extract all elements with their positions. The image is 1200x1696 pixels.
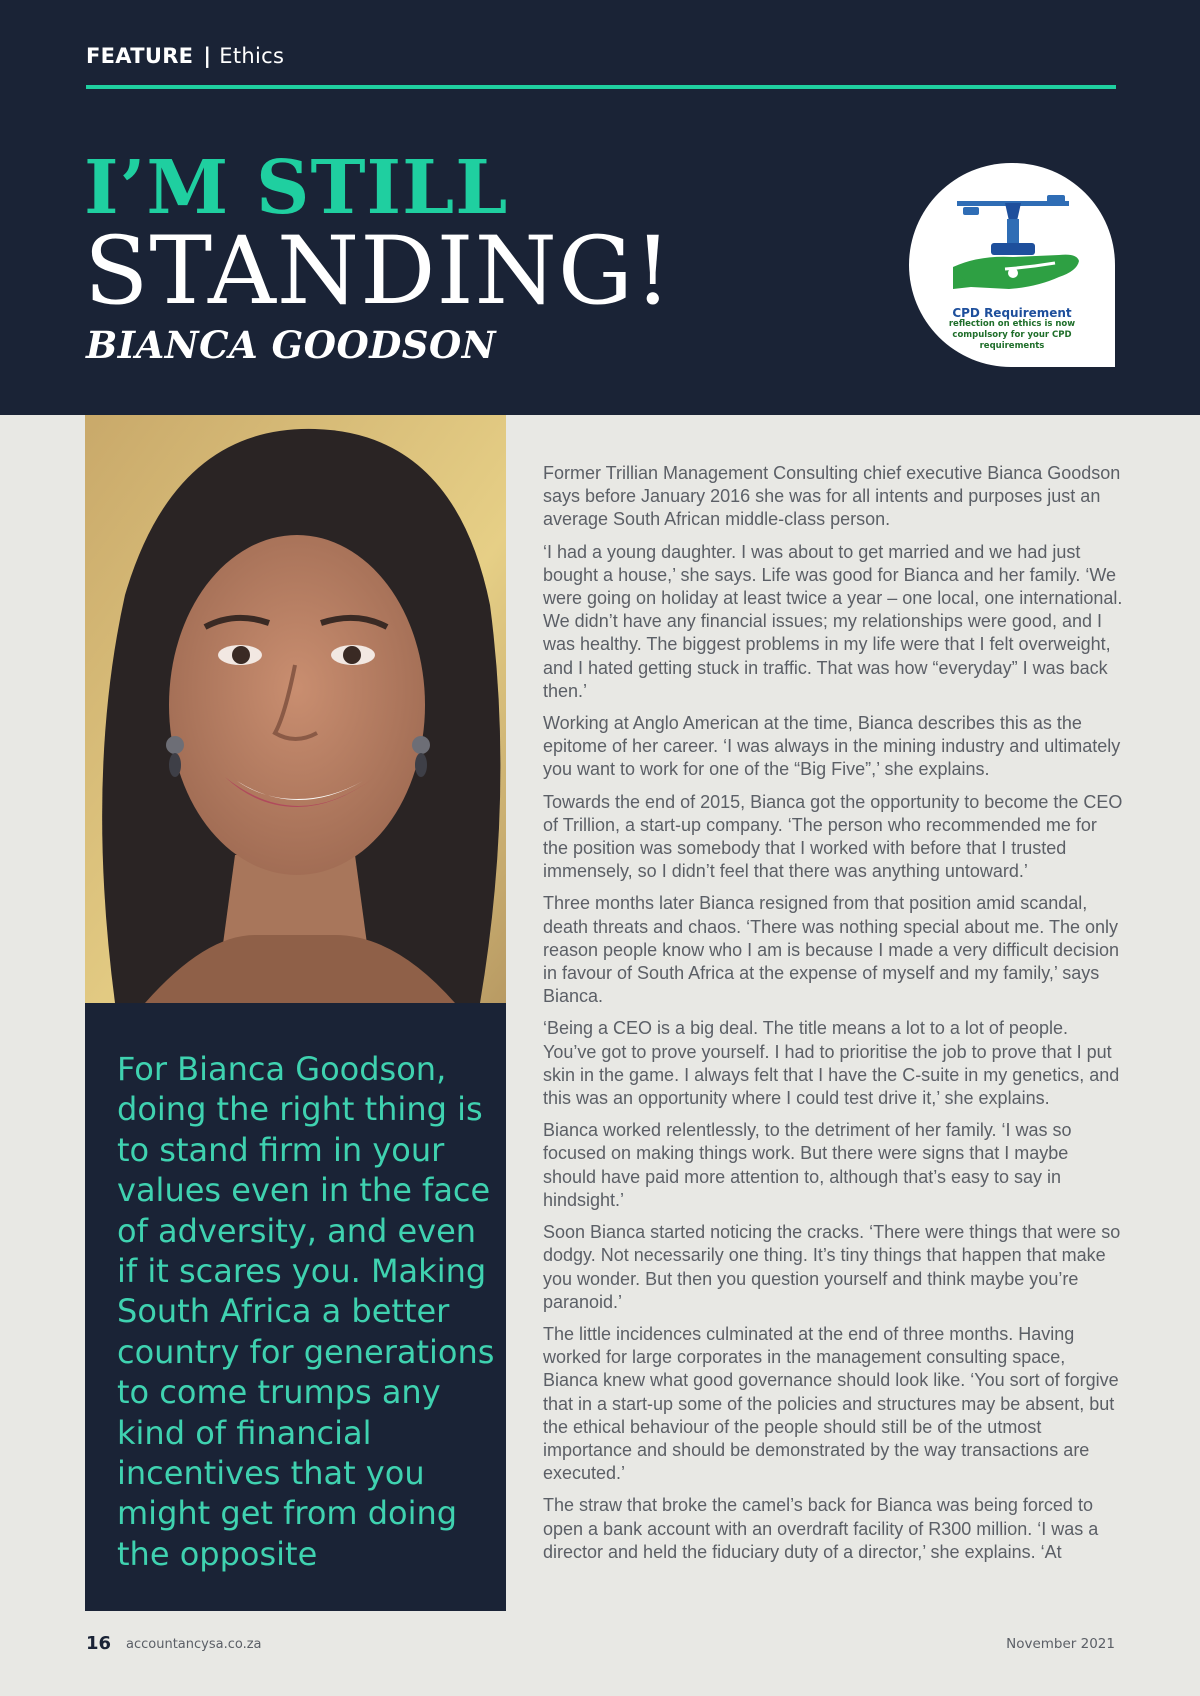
footer-website: accountancysa.co.za — [126, 1637, 262, 1652]
article-paragraph: Working at Anglo American at the time, Bianca describes this as the epitome of her career. ‘I was always in the mining industry and ultimately you want to work for one of the “Big Five”,’ she explains. — [543, 713, 1121, 780]
headline-line-1: I’M STILL — [84, 145, 509, 231]
pull-quote: For Bianca Goodson, doing the right thing is to stand firm in your values even in the face of adversity, and even if it scares you. Making South Africa a better country for generations to come trumps any kind of financial incentives that you might get from doing the opposite — [117, 1050, 495, 1573]
cpd-badge — [909, 163, 1115, 367]
badge-title: CPD Requirement — [952, 306, 1072, 320]
article-paragraph: The little incidences culminated at the end of three months. Having worked for large corporates in the management consulting space, Bianca knew what good governance should look like. ‘You sort of forgive that in a start-up some of the policies and structures may be absent, but the ethical behaviour of the people should still be of the utmost importance and should be demonstrated by the way transactions are executed.’ — [543, 1323, 1119, 1484]
article-body — [543, 462, 1123, 1573]
topic-label: Ethics — [219, 44, 285, 68]
badge-subtitle: reflection on ethics is now compulsory for your CPD requirements — [948, 319, 1076, 351]
article-paragraph: ‘I had a young daughter. I was about to get married and we had just bought a house,’ she says. Life was good for Bianca and her family. ‘We were going on holiday at least twice a year – one local, one international. We didn’t have any financial issues; my relationships were good, and I was healthy. The biggest problems in my life were that I felt overweight, and I hated getting stuck in traffic. That was how “everyday” I was back then.’ — [543, 541, 1123, 701]
section-label: FEATURE — [86, 44, 194, 68]
article-paragraph: Soon Bianca started noticing the cracks. ‘There were things that were so dodgy. Not necessarily one thing. It’s tiny things that happen that make you wonder. But then you question yourself and think maybe you’re paranoid.’ — [543, 1222, 1121, 1312]
article-paragraph: The straw that broke the camel’s back for Bianca was being forced to open a bank account with an overdraft facility of R300 million. ‘I was a director and held the fiduciary duty of a director,’ she explains. ‘At — [543, 1495, 1099, 1562]
section-kicker — [86, 44, 284, 68]
article-paragraph: Bianca worked relentlessly, to the detriment of her family. ‘I was so focused on making things work. But there were signs that I maybe should have paid more attention to, although that’s easy to say in hindsight.’ — [543, 1120, 1072, 1210]
article-paragraph: Towards the end of 2015, Bianca got the opportunity to become the CEO of Trillion, a start-up company. ‘The person who recommended me for the position was somebody that I worked with before that I trusted immensely, so I didn’t feel that there was anything untoward.’ — [543, 791, 1123, 882]
header-band — [0, 0, 1200, 415]
byline: BIANCA GOODSON — [86, 323, 497, 367]
section-separator: | — [203, 44, 212, 68]
page-number: 16 — [86, 1633, 112, 1654]
header-divider — [86, 85, 1116, 89]
footer-date: November 2021 — [1006, 1636, 1115, 1652]
headline-line-2: STANDING! — [84, 217, 673, 326]
article-paragraph: ‘Being a CEO is a big deal. The title means a lot to a lot of people. You’ve got to prove yourself. I had to prioritise the job to prove that I put skin in the game. I always felt that I have the C-suite in my genetics, and this was an opportunity where I could test drive it,’ she explains. — [543, 1018, 1120, 1109]
portrait-photo — [85, 415, 506, 1003]
pull-quote-box — [85, 1003, 506, 1611]
article-paragraph: Former Trillian Management Consulting chief executive Bianca Goodson says before January 2016 she was for all intents and purposes just an average South African middle-class person. — [543, 463, 1121, 530]
article-paragraph: Three months later Bianca resigned from that position amid scandal, death threats and chaos. ‘There was nothing special about me. The only reason people know who I am is because I made a very difficult decision in favour of South Africa at the expense of myself and my family,’ says Bianca. — [543, 893, 1119, 1007]
